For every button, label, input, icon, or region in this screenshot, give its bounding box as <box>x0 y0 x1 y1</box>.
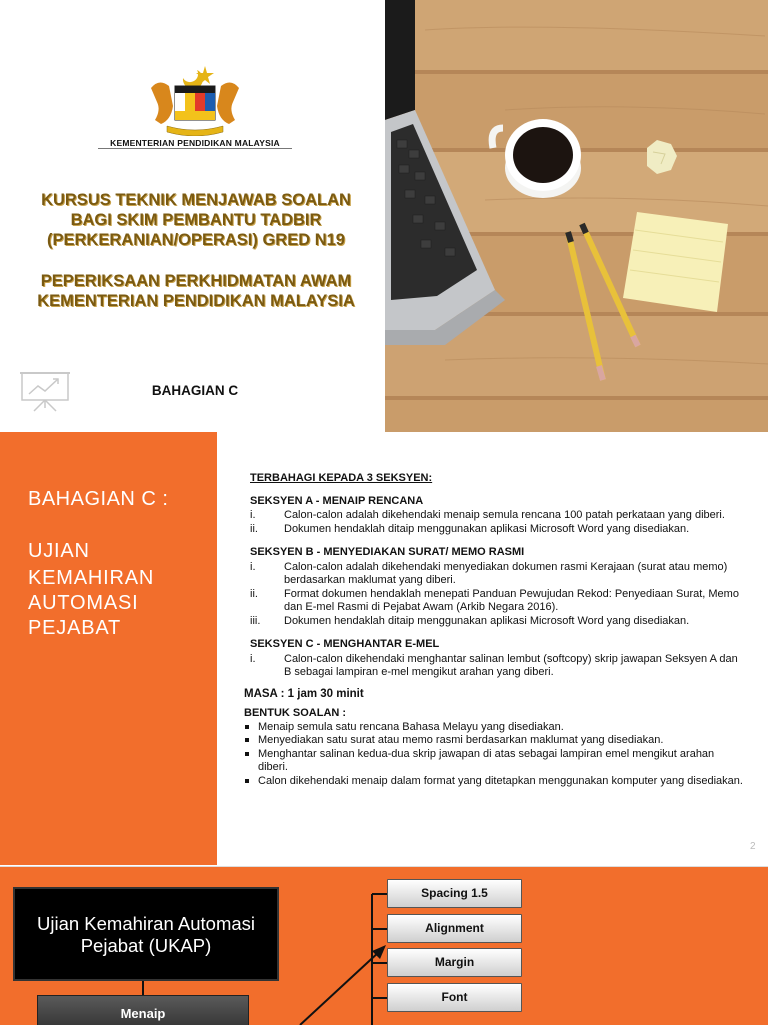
margin-box <box>387 948 522 977</box>
section-a-list <box>244 509 744 536</box>
item-text: Calon-calon dikehendaki menghantar salinan lembut (softcopy) skrip jawapan Seksyen A dan B sebagai lampiran e-mel mengikut arahan yang diberi. <box>284 652 738 678</box>
bullet-square-icon <box>245 725 249 729</box>
title-panel <box>0 0 383 432</box>
item-number: ii. <box>250 522 258 535</box>
exam-title-line-2: KEMENTERIAN PENDIDIKAN MALAYSIA <box>37 292 355 310</box>
list-item <box>244 775 744 789</box>
sidebar-title-line-1: UJIAN <box>28 540 90 562</box>
ukap-main-box <box>13 887 279 981</box>
sidebar-title-line-3: AUTOMASI <box>28 592 139 614</box>
desk-laptop-coffee-photo <box>385 0 768 432</box>
course-title-line-1: KURSUS TEKNIK MENJAWAB SOALAN <box>41 191 351 209</box>
item-number: i. <box>250 652 256 665</box>
malaysia-coat-of-arms-icon <box>145 64 245 136</box>
item-text: Calon-calon adalah dikehendaki menyediakan dokumen rasmi Kerajaan (surat atau memo) berdasarkan maklumat yang diberi. <box>284 560 728 586</box>
bullet-square-icon <box>245 779 249 783</box>
slide-page-number: 2 <box>750 841 756 852</box>
list-item <box>244 509 744 523</box>
bullet-square-icon <box>245 738 249 742</box>
presentation-chart-icon <box>20 370 70 412</box>
title-slide <box>0 0 768 432</box>
list-item <box>244 734 744 748</box>
item-number: i. <box>250 560 256 573</box>
item-text: Dokumen hendaklah ditaip menggunakan aplikasi Microsoft Word yang disediakan. <box>284 614 690 627</box>
exam-title-line-1: PEPERIKSAAN PERKHIDMATAN AWAM <box>40 272 352 290</box>
bullet-square-icon <box>245 752 249 756</box>
alignment-label: Alignment <box>425 921 484 935</box>
spacing-label: Spacing 1.5 <box>421 886 488 900</box>
question-format-list <box>244 721 744 789</box>
font-box <box>387 983 522 1012</box>
duration-text: MASA : 1 jam 30 minit <box>244 687 364 700</box>
menaip-box <box>37 995 249 1025</box>
list-item <box>244 615 744 629</box>
list-item <box>244 653 744 680</box>
spacing-box <box>387 879 522 908</box>
ministry-name: KEMENTERIAN PENDIDIKAN MALAYSIA <box>110 138 280 148</box>
item-text: Calon dikehendaki menaip dalam format yang ditetapkan menggunakan komputer yang disediakan. <box>258 774 743 787</box>
ministry-underline <box>98 148 292 149</box>
item-text: Menghantar salinan kedua-dua skrip jawapan di atas sebagai lampiran emel mengikut arahan diberi. <box>258 747 715 773</box>
item-text: Format dokumen hendaklah menepati Panduan Pewujudan Rekod: Penyediaan Surat, Memo dan E-mel Rasmi di Pejabat Awam (Arkib Negara 2016). <box>284 587 739 613</box>
ukap-title-line-2: Pejabat (UKAP) <box>80 935 212 956</box>
slide-body <box>244 472 744 788</box>
alignment-box <box>387 914 522 943</box>
item-number: i. <box>250 509 256 521</box>
section-a-heading: SEKSYEN A - MENAIP RENCANA <box>250 494 424 507</box>
sidebar-title-line-2: KEMAHIRAN <box>28 567 155 589</box>
course-title-line-3: (PERKERANIAN/OPERASI) GRED N19 <box>47 231 345 249</box>
sidebar-title-line-4: PEJABAT <box>28 617 122 639</box>
item-text: Calon-calon adalah dikehendaki menaip semula rencana 100 patah perkataan yang diberi. <box>284 509 725 521</box>
section-b-list <box>244 561 744 629</box>
section-b-heading: SEKSYEN B - MENYEDIAKAN SURAT/ MEMO RASMI <box>250 546 525 558</box>
content-slide <box>0 432 768 865</box>
list-item <box>244 721 744 735</box>
list-item <box>244 561 744 588</box>
question-format-heading: BENTUK SOALAN : <box>244 707 347 719</box>
section-c-heading: SEKSYEN C - MENGHANTAR E-MEL <box>250 638 440 650</box>
font-label: Font <box>441 990 468 1004</box>
item-text: Menaip semula satu rencana Bahasa Melayu yang disediakan. <box>258 720 564 733</box>
list-item <box>244 748 744 775</box>
item-text: Menyediakan satu surat atau memo rasmi berdasarkan maklumat yang disediakan. <box>258 734 664 746</box>
section-label: BAHAGIAN C <box>151 383 239 398</box>
diagram-slide <box>0 866 768 1025</box>
list-item <box>244 523 744 537</box>
list-item <box>244 588 744 615</box>
ukap-title-line-1: Ujian Kemahiran Automasi <box>37 913 255 934</box>
sections-intro: TERBAHAGI KEPADA 3 SEKSYEN: <box>250 472 433 484</box>
margin-label: Margin <box>434 955 475 969</box>
item-number: iii. <box>250 614 261 627</box>
orange-sidebar <box>0 432 217 865</box>
section-c-list <box>244 653 744 680</box>
sidebar-heading: BAHAGIAN C : <box>28 488 169 510</box>
menaip-label: Menaip <box>120 1006 166 1021</box>
item-text: Dokumen hendaklah ditaip menggunakan aplikasi Microsoft Word yang disediakan. <box>284 522 690 535</box>
desk-photo-illustration <box>385 0 768 432</box>
item-number: ii. <box>250 587 258 600</box>
course-title-line-2: BAGI SKIM PEMBANTU TADBIR <box>70 211 322 229</box>
